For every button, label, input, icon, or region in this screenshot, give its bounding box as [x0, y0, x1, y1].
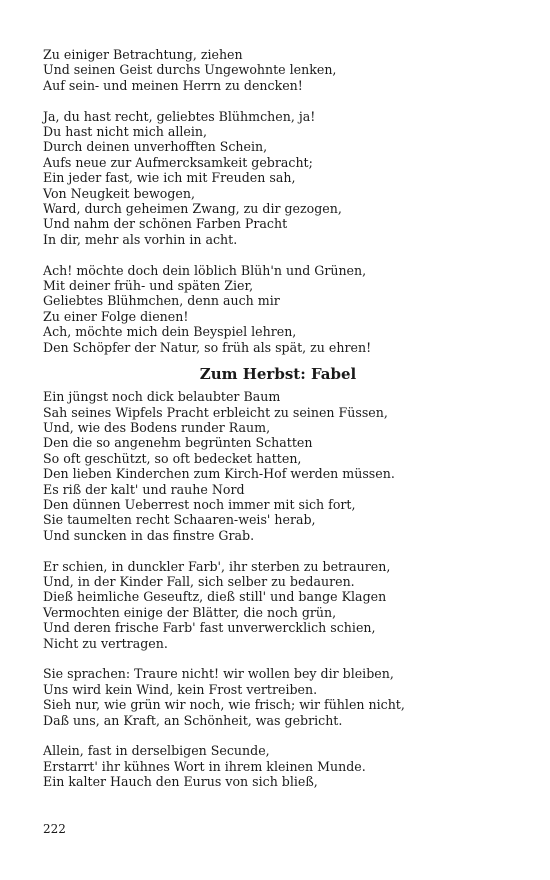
stanza — [43, 389, 513, 543]
verse-line: Aufs neue zur Aufmercksamkeit gebracht; — [43, 154, 313, 170]
verse-line: Den dünnen Ueberrest noch immer mit sich fort, — [43, 496, 356, 512]
stanza — [43, 109, 513, 248]
verse-line: Nicht zu vertragen. — [43, 635, 168, 651]
verse-line: Und seinen Geist durchs Ungewohnte lenken, — [43, 62, 337, 78]
verse-line: Ward, durch geheimen Zwang, zu dir gezogen, — [43, 201, 342, 217]
verse-line: Von Neugkeit bewogen, — [43, 185, 195, 201]
verse-line: In dir, mehr als vorhin in acht. — [43, 231, 238, 247]
verse-line: Es riß der kalt' und rauhe Nord — [43, 481, 245, 497]
verse-line: Durch deinen unverhofften Schein, — [43, 139, 268, 155]
verse-line: Uns wird kein Wind, kein Frost vertreiben. — [43, 681, 318, 697]
page-number: 222 — [43, 822, 66, 836]
verse-line: Ein kalter Hauch den Eurus von sich bließ, — [43, 774, 318, 790]
verse-line: Den Schöpfer der Natur, so früh als spät, zu ehren! — [43, 339, 372, 355]
verse-line: Mit deiner früh- und späten Zier, — [43, 278, 254, 294]
verse-line: Dieß heimliche Geseuftz, dieß still' und bange Klagen — [43, 589, 387, 605]
verse-line: Zu einer Folge dienen! — [43, 308, 189, 324]
verse-line: Den die so angenehm begrünten Schatten — [43, 435, 313, 451]
poem-2-stanzas — [43, 389, 513, 790]
verse-line: Sieh nur, wie grün wir noch, wie frisch; wir fühlen nicht, — [43, 697, 405, 713]
verse-line: Den lieben Kinderchen zum Kirch-Hof werden müssen. — [43, 466, 395, 482]
poem-1-stanzas — [43, 47, 513, 355]
page-body — [43, 47, 513, 790]
verse-line: Erstarrt' ihr kühnes Wort in ihrem kleinen Munde. — [43, 758, 366, 774]
verse-line: Zu einiger Betrachtung, ziehen — [43, 47, 243, 62]
poem-fragment — [43, 47, 513, 355]
verse-line: Sah seines Wipfels Pracht erbleicht zu seinen Füssen, — [43, 404, 388, 420]
stanza-gap — [43, 543, 513, 558]
stanza-gap — [43, 93, 513, 108]
verse-line: Und deren frische Farb' fast unverwercklich schien, — [43, 620, 376, 636]
stanza — [43, 47, 513, 93]
stanza-gap — [43, 247, 513, 262]
verse-line: Und, in der Kinder Fall, sich selber zu bedauren. — [43, 573, 355, 589]
verse-line: Auf sein- und meinen Herrn zu dencken! — [43, 77, 303, 93]
verse-line: Geliebtes Blühmchen, denn auch mir — [43, 293, 280, 309]
stanza — [43, 743, 513, 789]
verse-line: Und nahm der schönen Farben Pracht — [43, 216, 288, 232]
verse-line: Und, wie des Bodens runder Raum, — [43, 419, 271, 435]
verse-line: Ja, du hast recht, geliebtes Blühmchen, ja! — [43, 108, 316, 124]
verse-line: So oft geschützt, so oft bedecket hatten, — [43, 450, 302, 466]
verse-line: Er schien, in dunckler Farb', ihr sterben zu betrauren, — [43, 558, 391, 574]
stanza — [43, 559, 513, 651]
verse-line: Allein, fast in derselbigen Secunde, — [43, 743, 270, 759]
verse-line: Sie sprachen: Traure nicht! wir wollen bey dir bleiben, — [43, 666, 394, 682]
verse-line: Vermochten einige der Blätter, die noch grün, — [43, 604, 337, 620]
stanza-gap — [43, 728, 513, 743]
stanza-gap — [43, 651, 513, 666]
verse-line: Daß uns, an Kraft, an Schönheit, was gebricht. — [43, 712, 343, 728]
verse-line: Ein jüngst noch dick belaubter Baum — [43, 389, 281, 405]
verse-line: Ach! möchte doch dein löblich Blüh'n und Grünen, — [43, 262, 367, 278]
verse-line: Sie taumelten recht Schaaren-weis' herab, — [43, 512, 316, 528]
stanza — [43, 263, 513, 355]
poem-title: Zum Herbst: Fabel — [199, 365, 357, 384]
stanza — [43, 666, 513, 728]
verse-line: Und suncken in das finstre Grab. — [43, 527, 255, 543]
verse-line: Ein jeder fast, wie ich mit Freuden sah, — [43, 170, 296, 186]
poem-zum-herbst — [43, 389, 513, 790]
verse-line: Ach, möchte mich dein Beyspiel lehren, — [43, 324, 297, 340]
verse-line: Du hast nicht mich allein, — [43, 124, 208, 140]
